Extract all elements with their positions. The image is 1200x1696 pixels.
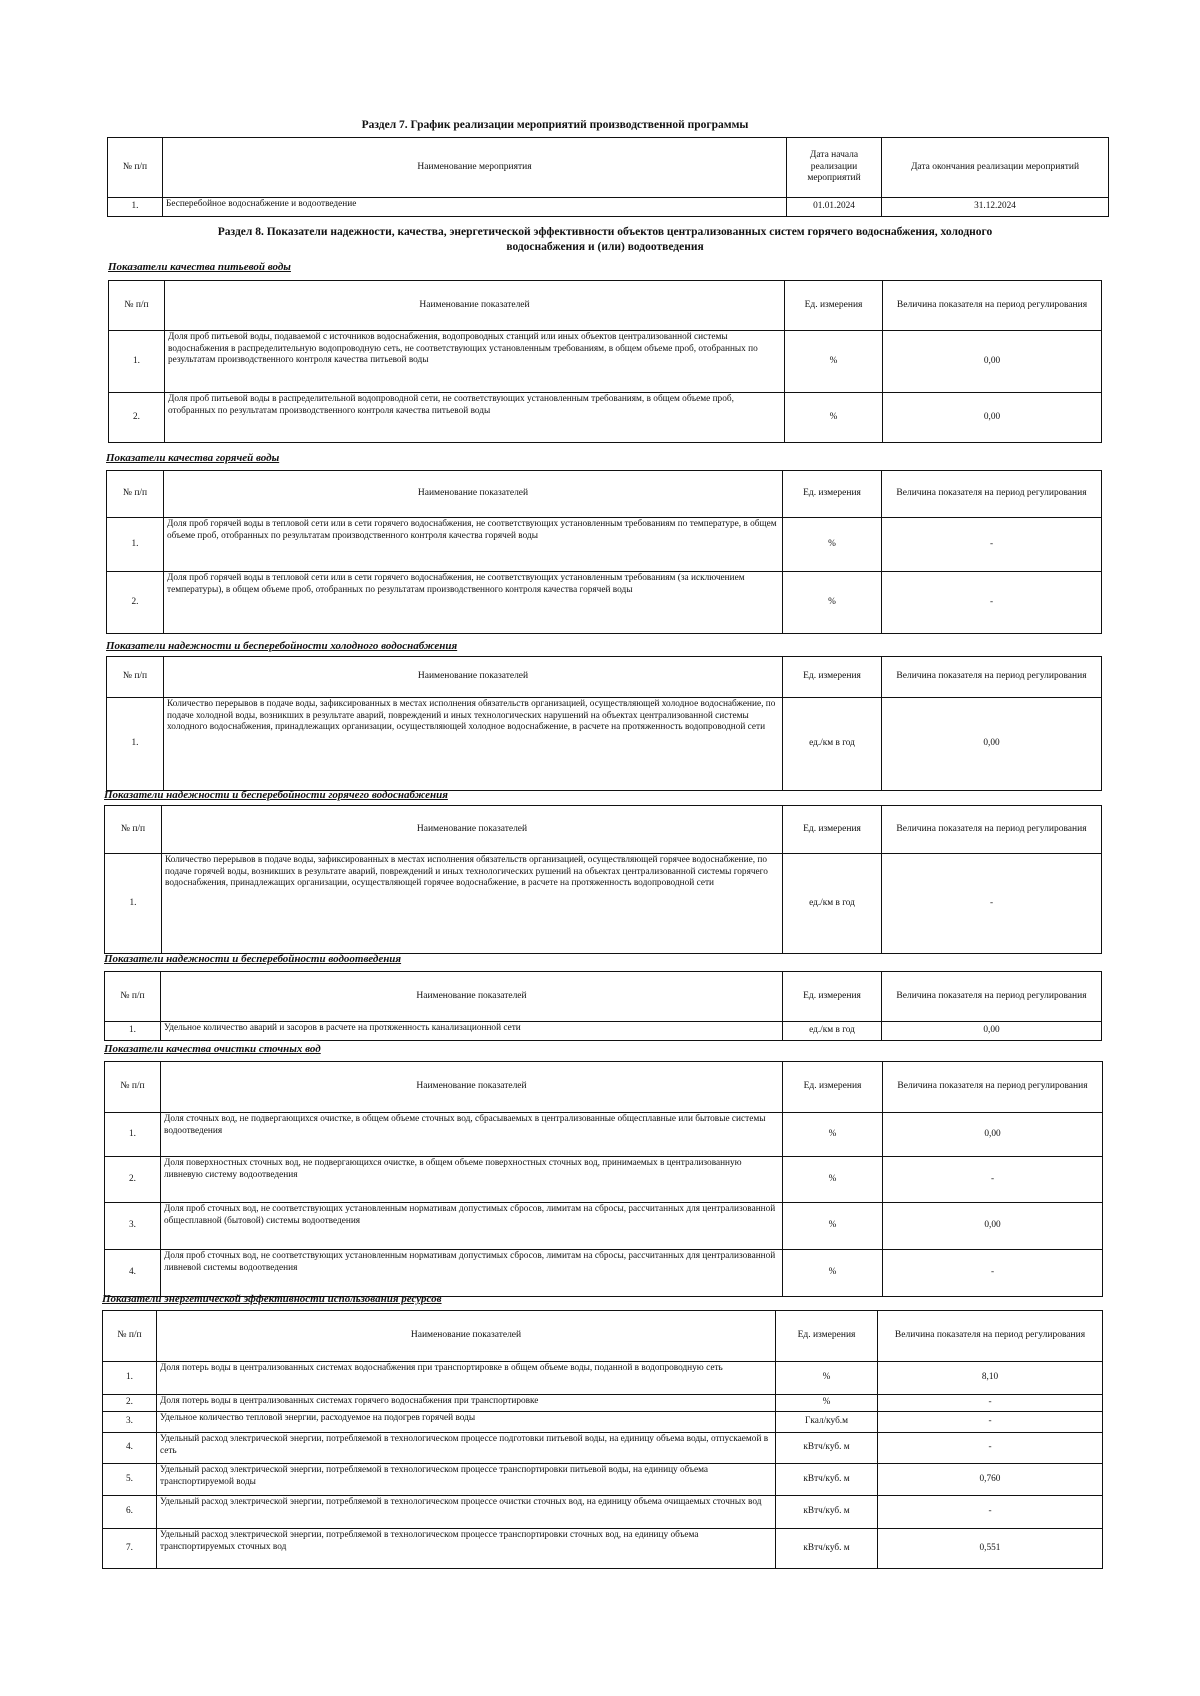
unit: %	[776, 1395, 878, 1412]
table-header-row	[107, 471, 1102, 518]
measure-name: Бесперебойное водоснабжение и водоотведение	[163, 198, 787, 217]
indicator-table	[106, 656, 1102, 791]
indicator-name: Удельное количество тепловой энергии, расходуемое на подогрев горячей воды	[157, 1412, 776, 1433]
col-header-number: № п/п	[105, 806, 162, 854]
unit: %	[783, 518, 882, 572]
unit: %	[785, 393, 883, 443]
table-header-row	[105, 806, 1102, 854]
indicator-name: Удельное количество аварий и засоров в расчете на протяженность канализационной сети	[161, 1022, 783, 1041]
row-number: 1.	[105, 854, 162, 954]
col-header-indicator: Наименование показателей	[157, 1311, 776, 1362]
col-header-start-date: Дата начала реализации мероприятий	[787, 138, 882, 198]
row-number: 2.	[109, 393, 165, 443]
table-header-row	[105, 1062, 1103, 1113]
value: -	[882, 572, 1102, 634]
col-header-unit: Ед. измерения	[785, 281, 883, 331]
table-row	[103, 1433, 1103, 1464]
table-row	[105, 1113, 1103, 1157]
unit: ед./км в год	[783, 1022, 882, 1041]
group-title: Показатели надежности и бесперебойности горячего водоснабжения	[104, 789, 448, 801]
indicator-name: Удельный расход электрической энергии, потребляемой в технологическом процессе подготовки питьевой воды, на единицу объема воды, отпускаемой в сеть	[157, 1433, 776, 1464]
unit: ед./км в год	[783, 854, 882, 954]
col-header-unit: Ед. измерения	[776, 1311, 878, 1362]
indicator-name: Доля проб питьевой воды, подаваемой с источников водоснабжения, водопроводных станций или иных объектов централизованной системы водоснабжения в распределительную водопроводную сеть, не соответствующих установленным требованиям, в общем объеме проб, отобранных по результатам производственного контроля качества питьевой воды	[165, 331, 785, 393]
row-number: 1.	[109, 331, 165, 393]
row-number: 7.	[103, 1529, 157, 1569]
col-header-number: № п/п	[105, 972, 161, 1022]
row-number: 1.	[108, 198, 163, 217]
col-header-number: № п/п	[105, 1062, 161, 1113]
unit: ед./км в год	[783, 698, 882, 791]
group-title: Показатели качества очистки сточных вод	[104, 1043, 321, 1055]
unit: %	[776, 1362, 878, 1395]
unit: %	[783, 1203, 883, 1250]
unit: %	[783, 1250, 883, 1297]
col-header-unit: Ед. измерения	[783, 471, 882, 518]
unit: кВтч/куб. м	[776, 1464, 878, 1496]
indicator-name: Доля потерь воды в централизованных системах горячего водоснабжения при транспортировке	[157, 1395, 776, 1412]
table-row	[105, 1250, 1103, 1297]
indicator-name: Количество перерывов в подаче воды, зафиксированных в местах исполнения обязательств организацией, осуществляющей холодное водоснабжение, по подаче холодной воды, возникших в результате аварий, повреждений и иных технологических нарушений на объектах централизованной системы холодного водоснабжения, принадлежащих организации, осуществляющей холодное водоснабжение, в расчете на протяженность водопроводной сети	[164, 698, 783, 791]
value: 0,00	[883, 331, 1102, 393]
col-header-value: Величина показателя на период регулирования	[882, 972, 1102, 1022]
row-number: 3.	[105, 1203, 161, 1250]
row-number: 2.	[105, 1157, 161, 1203]
table-header-row	[109, 281, 1102, 331]
group-title: Показатели качества горячей воды	[106, 452, 280, 464]
indicator-table	[104, 805, 1102, 954]
value: -	[878, 1433, 1103, 1464]
value: 0,00	[883, 393, 1102, 443]
col-header-number: № п/п	[103, 1311, 157, 1362]
section8-title: Раздел 8. Показатели надежности, качества, энергетической эффективности объектов централизованных систем горячего водоснабжения, холодного водоснабжения и (или) водоотведения	[217, 226, 993, 253]
table-row	[109, 393, 1102, 443]
row-number: 4.	[105, 1250, 161, 1297]
row-number: 1.	[105, 1113, 161, 1157]
unit: %	[783, 572, 882, 634]
value: 0,00	[882, 698, 1102, 791]
col-header-number: № п/п	[107, 657, 164, 698]
table-row	[103, 1395, 1103, 1412]
unit: %	[783, 1157, 883, 1203]
value: 0,551	[878, 1529, 1103, 1569]
table-row	[107, 572, 1102, 634]
table-header-row	[108, 138, 1109, 198]
section7-table	[107, 137, 1109, 217]
value: -	[882, 854, 1102, 954]
value: -	[882, 518, 1102, 572]
row-number: 2.	[107, 572, 164, 634]
group-title: Показатели надежности и бесперебойности холодного водоснабжения	[106, 640, 458, 652]
table-row	[105, 1157, 1103, 1203]
col-header-indicator: Наименование показателей	[162, 806, 783, 854]
value: -	[883, 1250, 1103, 1297]
table-header-row	[103, 1311, 1103, 1362]
col-header-number: № п/п	[107, 471, 164, 518]
indicator-name: Доля проб сточных вод, не соответствующих установленным нормативам допустимых сбросов, лимитам на сбросы, рассчитанных для централизованной общесплавной (бытовой) системы водоотведения	[161, 1203, 783, 1250]
col-header-measure: Наименование мероприятия	[163, 138, 787, 198]
end-date: 31.12.2024	[882, 198, 1109, 217]
indicator-name: Доля потерь воды в централизованных системах водоснабжения при транспортировке в общем объеме воды, поданной в водопроводную сеть	[157, 1362, 776, 1395]
unit: кВтч/куб. м	[776, 1433, 878, 1464]
indicator-name: Доля поверхностных сточных вод, не подвергающихся очистке, в общем объеме поверхностных сточных вод, принимаемых в централизованную ливневую систему водоотведения	[161, 1157, 783, 1203]
col-header-value: Величина показателя на период регулирования	[878, 1311, 1103, 1362]
row-number: 4.	[103, 1433, 157, 1464]
indicator-name: Доля проб горячей воды в тепловой сети или в сети горячего водоснабжения, не соответствующих установленным требованиям (за исключением температуры), в общем объеме проб, отобранных по результатам производственного контроля качества горячей воды	[164, 572, 783, 634]
value: -	[878, 1395, 1103, 1412]
indicator-name: Доля сточных вод, не подвергающихся очистке, в общем объеме сточных вод, сбрасываемых в централизованные общесплавные или бытовые системы водоотведения	[161, 1113, 783, 1157]
row-number: 5.	[103, 1464, 157, 1496]
indicator-name: Удельный расход электрической энергии, потребляемой в технологическом процессе транспортировки сточных вод, на единицу объема транспортируемых сточных вод	[157, 1529, 776, 1569]
col-header-end-date: Дата окончания реализации мероприятий	[882, 138, 1109, 198]
value: 0,00	[882, 1022, 1102, 1041]
row-number: 1.	[107, 698, 164, 791]
col-header-value: Величина показателя на период регулирования	[882, 806, 1102, 854]
value: -	[883, 1157, 1103, 1203]
col-header-number: № п/п	[108, 138, 163, 198]
col-header-indicator: Наименование показателей	[161, 1062, 783, 1113]
indicator-name: Удельный расход электрической энергии, потребляемой в технологическом процессе транспортировки питьевой воды, на единицу объема транспортируемой воды	[157, 1464, 776, 1496]
col-header-indicator: Наименование показателей	[164, 471, 783, 518]
col-header-value: Величина показателя на период регулирования	[883, 281, 1102, 331]
col-header-unit: Ед. измерения	[783, 972, 882, 1022]
row-number: 2.	[103, 1395, 157, 1412]
unit: Гкал/куб.м	[776, 1412, 878, 1433]
row-number: 1.	[103, 1362, 157, 1395]
value: 0,00	[883, 1203, 1103, 1250]
table-row	[105, 1022, 1102, 1041]
indicator-name: Доля проб питьевой воды в распределительной водопроводной сети, не соответствующих установленным требованиям, в общем объеме проб, отобранных по результатам производственного контроля качества питьевой воды	[165, 393, 785, 443]
section7-title: Раздел 7. График реализации мероприятий производственной программы	[361, 119, 749, 131]
row-number: 6.	[103, 1496, 157, 1529]
unit: %	[785, 331, 883, 393]
value: -	[878, 1412, 1103, 1433]
indicator-name: Количество перерывов в подаче воды, зафиксированных в местах исполнения обязательств организацией, осуществляющей горячее водоснабжение, по подаче горячей воды, возникших в результате аварий, повреждений и иных технологических рушений на объектах централизованной системы горячего водоснабжения, принадлежащих организации, осуществляющей горячее водоснабжение, в расчете на протяженность водопроводной сети	[162, 854, 783, 954]
indicator-name: Удельный расход электрической энергии, потребляемой в технологическом процессе очистки сточных вод, на единицу объема очищаемых сточных вод	[157, 1496, 776, 1529]
indicator-table	[106, 470, 1102, 634]
table-row	[107, 698, 1102, 791]
table-row	[107, 518, 1102, 572]
col-header-number: № п/п	[109, 281, 165, 331]
indicator-name: Доля проб сточных вод, не соответствующих установленным нормативам допустимых сбросов, лимитам на сбросы, рассчитанных для централизованной ливневой системы водоотведения	[161, 1250, 783, 1297]
group-title: Показатели качества питьевой воды	[108, 261, 291, 273]
start-date: 01.01.2024	[787, 198, 882, 217]
table-row	[103, 1496, 1103, 1529]
row-number: 1.	[107, 518, 164, 572]
col-header-indicator: Наименование показателей	[165, 281, 785, 331]
col-header-unit: Ед. измерения	[783, 1062, 883, 1113]
col-header-value: Величина показателя на период регулирования	[882, 471, 1102, 518]
value: -	[878, 1496, 1103, 1529]
col-header-indicator: Наименование показателей	[164, 657, 783, 698]
value: 8,10	[878, 1362, 1103, 1395]
table-row	[105, 1203, 1103, 1250]
row-number: 3.	[103, 1412, 157, 1433]
indicator-table	[104, 1061, 1103, 1297]
col-header-indicator: Наименование показателей	[161, 972, 783, 1022]
table-row	[103, 1362, 1103, 1395]
table-row	[108, 198, 1109, 217]
unit: кВтч/куб. м	[776, 1529, 878, 1569]
col-header-value: Величина показателя на период регулирования	[883, 1062, 1103, 1113]
table-row	[103, 1412, 1103, 1433]
group-title: Показатели надежности и бесперебойности водоотведения	[104, 953, 402, 965]
unit: кВтч/куб. м	[776, 1496, 878, 1529]
col-header-unit: Ед. измерения	[783, 806, 882, 854]
group-title: Показатели энергетической эффективности использования ресурсов	[102, 1293, 442, 1305]
value: 0,00	[883, 1113, 1103, 1157]
indicator-name: Доля проб горячей воды в тепловой сети или в сети горячего водоснабжения, не соответствующих установленным требованиям по температуре, в общем объеме проб, отобранных по результатам производственного контроля качества горячей воды	[164, 518, 783, 572]
indicator-table	[102, 1310, 1103, 1569]
indicator-table	[108, 280, 1102, 443]
indicator-table	[104, 971, 1102, 1041]
table-row	[109, 331, 1102, 393]
row-number: 1.	[105, 1022, 161, 1041]
table-header-row	[107, 657, 1102, 698]
col-header-value: Величина показателя на период регулирования	[882, 657, 1102, 698]
value: 0,760	[878, 1464, 1103, 1496]
table-row	[103, 1529, 1103, 1569]
unit: %	[783, 1113, 883, 1157]
table-row	[103, 1464, 1103, 1496]
col-header-unit: Ед. измерения	[783, 657, 882, 698]
table-header-row	[105, 972, 1102, 1022]
table-row	[105, 854, 1102, 954]
